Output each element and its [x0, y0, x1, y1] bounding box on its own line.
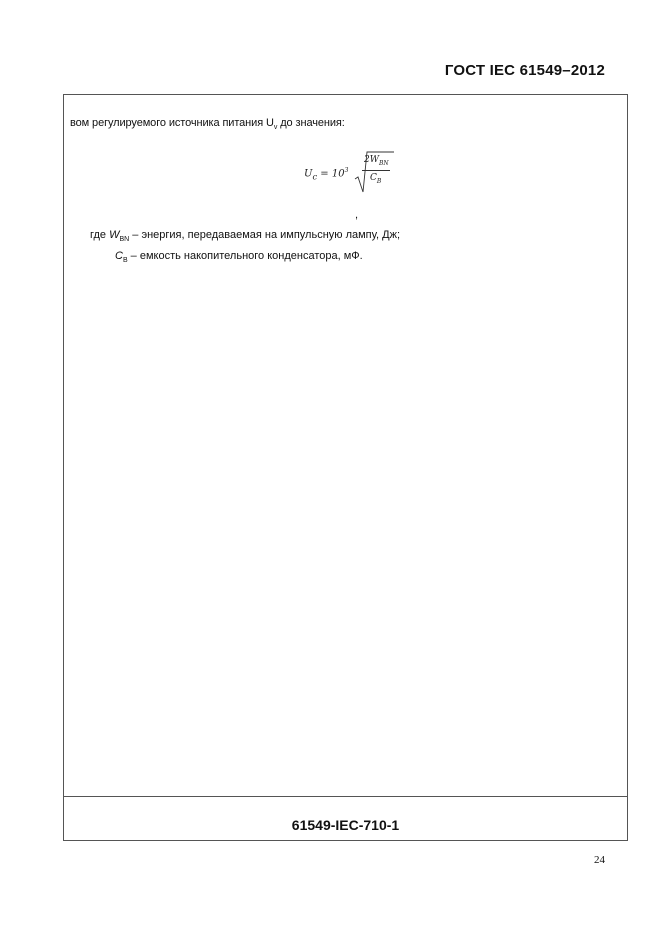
page-number: 24	[594, 854, 605, 866]
formula-fraction-bar	[362, 170, 390, 171]
definition-lead: где	[90, 229, 110, 241]
footer-document-code: 61549-IEC-710-1	[291, 817, 400, 833]
definition-text: – емкость накопительного конденсатора, мФ.	[127, 250, 363, 262]
formula-lhs	[304, 167, 348, 181]
formula-numerator-sub: BN	[378, 159, 389, 167]
intro-subscript: v	[273, 124, 278, 132]
definition-symbol-sub: BN	[119, 236, 130, 244]
definition-symbol	[109, 229, 130, 244]
definition-line	[115, 250, 363, 264]
intro-text: вом регулируемого источника питания U	[70, 117, 274, 129]
formula-numerator	[364, 155, 389, 167]
intro-tail: до значения:	[277, 117, 345, 129]
definition-symbol	[115, 250, 128, 265]
document-header-title: ГОСТ IEC 61549–2012	[444, 62, 605, 79]
formula-lhs-exp: 3	[344, 167, 349, 174]
intro-paragraph	[70, 117, 345, 131]
formula-lhs-sub: c	[312, 171, 318, 182]
page-frame	[63, 94, 628, 841]
formula-numerator-text: 2W	[364, 155, 379, 165]
formula-trailing-comma: ,	[355, 209, 359, 221]
formula-lhs-eq: = 10	[317, 168, 345, 180]
formula-denominator-sub: B	[376, 177, 382, 185]
definition-symbol-sub: B	[122, 257, 128, 265]
formula-denominator-text: C	[370, 173, 377, 183]
formula-denominator	[370, 173, 381, 185]
definition-symbol-text: W	[109, 229, 120, 241]
footer-divider	[64, 796, 627, 797]
definition-line	[90, 229, 400, 243]
definition-symbol-text: C	[115, 250, 123, 262]
definition-text: – энергия, передаваемая на импульсную лампу, Дж;	[129, 229, 401, 241]
formula-lhs-var: U	[304, 168, 313, 180]
